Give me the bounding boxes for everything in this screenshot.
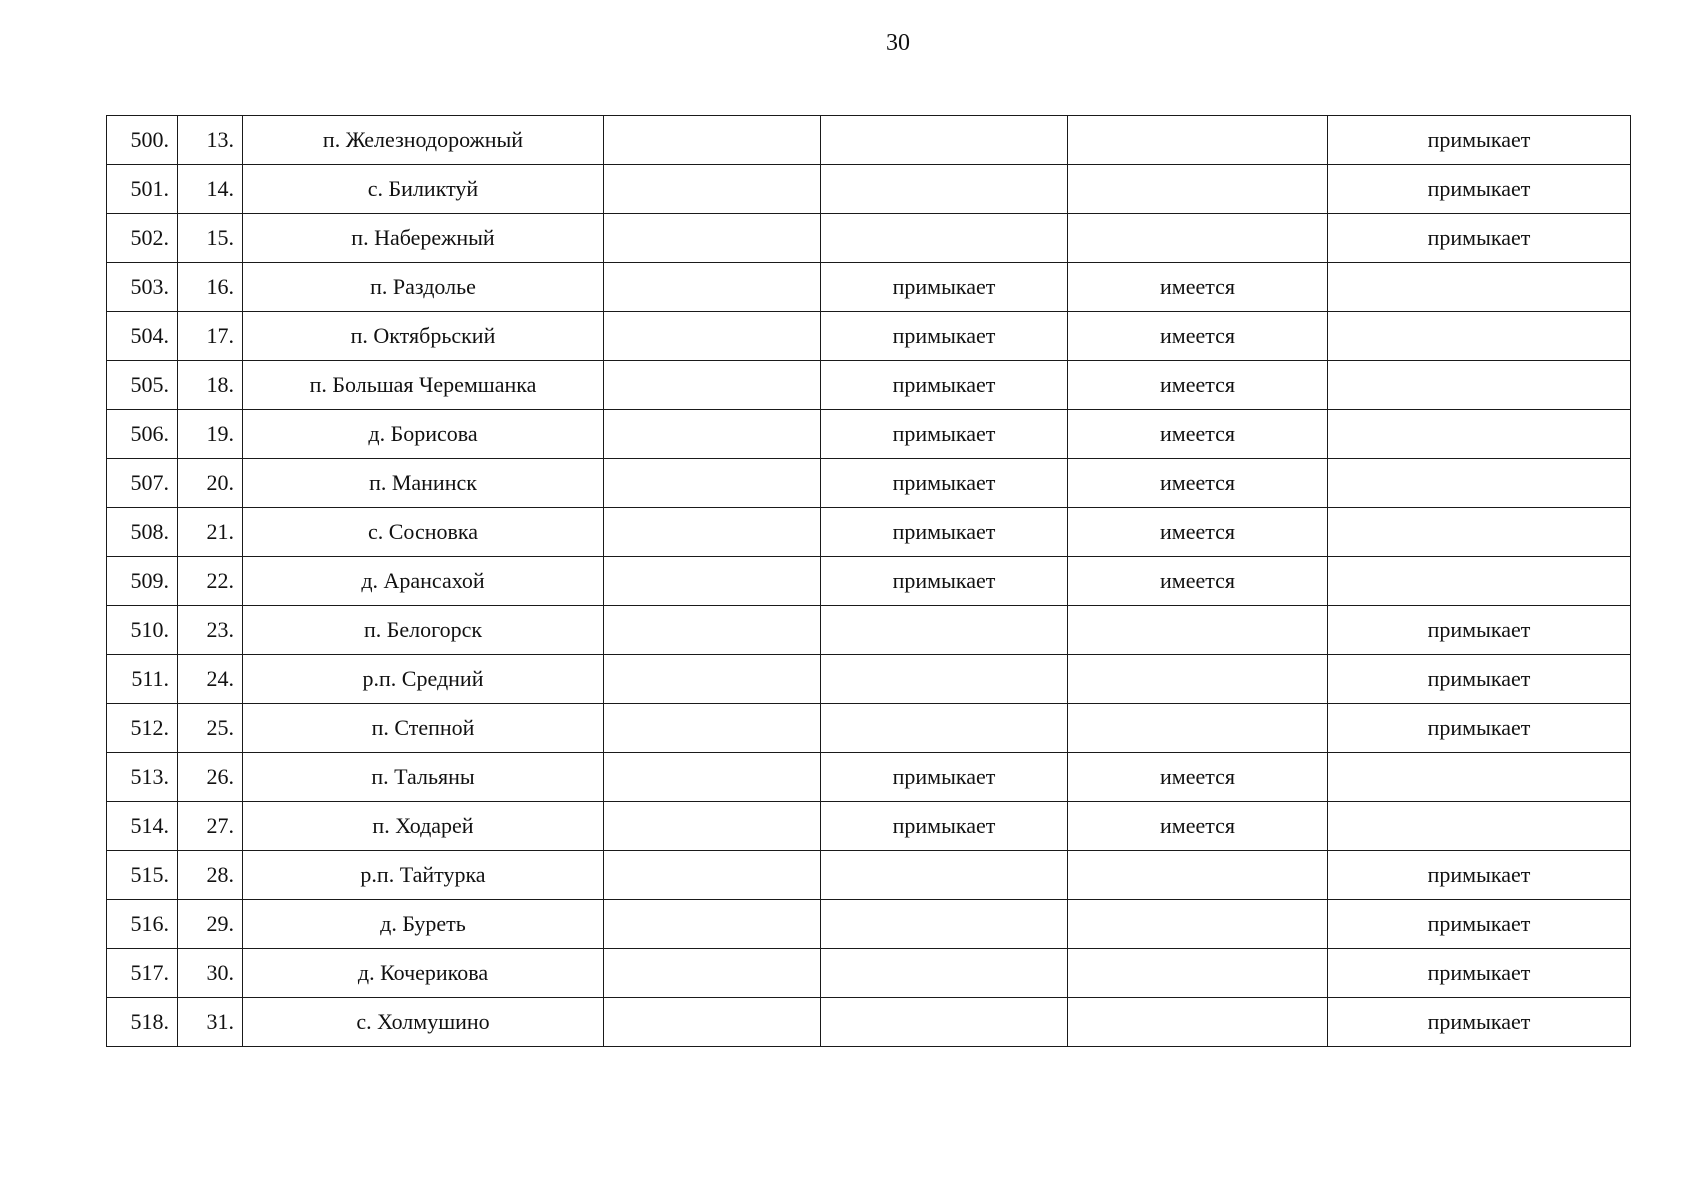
page-number: 30 xyxy=(886,30,910,56)
column-6-cell xyxy=(1068,704,1328,753)
column-4-cell xyxy=(604,851,821,900)
column-7-cell xyxy=(1328,263,1631,312)
column-7-cell: примыкает xyxy=(1328,655,1631,704)
table-row xyxy=(107,263,1631,312)
column-7-cell: примыкает xyxy=(1328,704,1631,753)
column-5-cell xyxy=(821,606,1068,655)
table-row xyxy=(107,214,1631,263)
table-row xyxy=(107,802,1631,851)
sub-number-cell: 22. xyxy=(178,557,243,606)
column-5-cell: примыкает xyxy=(821,361,1068,410)
column-7-cell: примыкает xyxy=(1328,165,1631,214)
row-number-cell: 510. xyxy=(107,606,178,655)
column-5-cell: примыкает xyxy=(821,459,1068,508)
column-5-cell: примыкает xyxy=(821,263,1068,312)
column-7-cell: примыкает xyxy=(1328,116,1631,165)
column-5-cell: примыкает xyxy=(821,312,1068,361)
column-6-cell: имеется xyxy=(1068,557,1328,606)
sub-number-cell: 24. xyxy=(178,655,243,704)
table-row xyxy=(107,606,1631,655)
column-5-cell xyxy=(821,655,1068,704)
table-row xyxy=(107,949,1631,998)
column-6-cell: имеется xyxy=(1068,361,1328,410)
sub-number-cell: 14. xyxy=(178,165,243,214)
column-7-cell xyxy=(1328,410,1631,459)
row-number-cell: 511. xyxy=(107,655,178,704)
settlement-name-cell: п. Октябрьский xyxy=(243,312,604,361)
table-row xyxy=(107,116,1631,165)
table-row xyxy=(107,312,1631,361)
sub-number-cell: 20. xyxy=(178,459,243,508)
row-number-cell: 504. xyxy=(107,312,178,361)
row-number-cell: 503. xyxy=(107,263,178,312)
column-4-cell xyxy=(604,263,821,312)
sub-number-cell: 27. xyxy=(178,802,243,851)
sub-number-cell: 16. xyxy=(178,263,243,312)
table-row xyxy=(107,165,1631,214)
table-row xyxy=(107,655,1631,704)
column-5-cell xyxy=(821,900,1068,949)
column-4-cell xyxy=(604,557,821,606)
column-7-cell: примыкает xyxy=(1328,998,1631,1047)
sub-number-cell: 13. xyxy=(178,116,243,165)
table-row xyxy=(107,459,1631,508)
settlement-name-cell: д. Буреть xyxy=(243,900,604,949)
table-row xyxy=(107,704,1631,753)
settlement-name-cell: п. Железнодорожный xyxy=(243,116,604,165)
column-4-cell xyxy=(604,312,821,361)
settlement-name-cell: п. Набережный xyxy=(243,214,604,263)
column-4-cell xyxy=(604,459,821,508)
column-4-cell xyxy=(604,361,821,410)
row-number-cell: 518. xyxy=(107,998,178,1047)
sub-number-cell: 31. xyxy=(178,998,243,1047)
sub-number-cell: 18. xyxy=(178,361,243,410)
settlement-name-cell: с. Холмушино xyxy=(243,998,604,1047)
settlement-name-cell: п. Большая Черемшанка xyxy=(243,361,604,410)
column-6-cell: имеется xyxy=(1068,508,1328,557)
table-row xyxy=(107,557,1631,606)
column-5-cell xyxy=(821,704,1068,753)
sub-number-cell: 17. xyxy=(178,312,243,361)
settlement-name-cell: с. Сосновка xyxy=(243,508,604,557)
column-4-cell xyxy=(604,508,821,557)
table-row xyxy=(107,998,1631,1047)
column-7-cell xyxy=(1328,557,1631,606)
row-number-cell: 505. xyxy=(107,361,178,410)
table-row xyxy=(107,361,1631,410)
column-7-cell xyxy=(1328,508,1631,557)
table-row xyxy=(107,410,1631,459)
column-7-cell: примыкает xyxy=(1328,214,1631,263)
column-6-cell: имеется xyxy=(1068,263,1328,312)
column-4-cell xyxy=(604,900,821,949)
settlement-name-cell: с. Биликтуй xyxy=(243,165,604,214)
column-6-cell: имеется xyxy=(1068,753,1328,802)
sub-number-cell: 29. xyxy=(178,900,243,949)
row-number-cell: 502. xyxy=(107,214,178,263)
sub-number-cell: 28. xyxy=(178,851,243,900)
column-7-cell: примыкает xyxy=(1328,949,1631,998)
column-7-cell: примыкает xyxy=(1328,606,1631,655)
column-7-cell: примыкает xyxy=(1328,851,1631,900)
column-7-cell xyxy=(1328,753,1631,802)
row-number-cell: 515. xyxy=(107,851,178,900)
table-row xyxy=(107,508,1631,557)
column-6-cell xyxy=(1068,851,1328,900)
column-4-cell xyxy=(604,802,821,851)
column-5-cell xyxy=(821,949,1068,998)
settlement-name-cell: п. Степной xyxy=(243,704,604,753)
row-number-cell: 506. xyxy=(107,410,178,459)
column-7-cell xyxy=(1328,459,1631,508)
column-5-cell xyxy=(821,165,1068,214)
column-5-cell: примыкает xyxy=(821,410,1068,459)
row-number-cell: 501. xyxy=(107,165,178,214)
column-4-cell xyxy=(604,655,821,704)
column-4-cell xyxy=(604,165,821,214)
table-row xyxy=(107,900,1631,949)
column-7-cell xyxy=(1328,802,1631,851)
row-number-cell: 516. xyxy=(107,900,178,949)
settlements-table xyxy=(106,115,1631,1047)
row-number-cell: 512. xyxy=(107,704,178,753)
column-5-cell xyxy=(821,116,1068,165)
column-6-cell: имеется xyxy=(1068,410,1328,459)
row-number-cell: 507. xyxy=(107,459,178,508)
row-number-cell: 508. xyxy=(107,508,178,557)
column-6-cell: имеется xyxy=(1068,802,1328,851)
column-6-cell xyxy=(1068,655,1328,704)
sub-number-cell: 30. xyxy=(178,949,243,998)
column-6-cell xyxy=(1068,606,1328,655)
column-6-cell xyxy=(1068,214,1328,263)
column-6-cell xyxy=(1068,949,1328,998)
settlement-name-cell: д. Арансахой xyxy=(243,557,604,606)
sub-number-cell: 21. xyxy=(178,508,243,557)
column-4-cell xyxy=(604,949,821,998)
table-body xyxy=(107,116,1631,1047)
settlement-name-cell: д. Кочерикова xyxy=(243,949,604,998)
settlement-name-cell: п. Раздолье xyxy=(243,263,604,312)
table-row xyxy=(107,851,1631,900)
row-number-cell: 514. xyxy=(107,802,178,851)
settlement-name-cell: п. Манинск xyxy=(243,459,604,508)
column-6-cell xyxy=(1068,998,1328,1047)
column-5-cell xyxy=(821,998,1068,1047)
column-4-cell xyxy=(604,606,821,655)
column-7-cell xyxy=(1328,312,1631,361)
column-5-cell: примыкает xyxy=(821,802,1068,851)
settlement-name-cell: р.п. Средний xyxy=(243,655,604,704)
sub-number-cell: 19. xyxy=(178,410,243,459)
column-6-cell xyxy=(1068,165,1328,214)
column-4-cell xyxy=(604,116,821,165)
column-6-cell: имеется xyxy=(1068,312,1328,361)
column-7-cell xyxy=(1328,361,1631,410)
column-6-cell xyxy=(1068,900,1328,949)
column-5-cell xyxy=(821,214,1068,263)
column-6-cell xyxy=(1068,116,1328,165)
column-7-cell: примыкает xyxy=(1328,900,1631,949)
sub-number-cell: 26. xyxy=(178,753,243,802)
column-5-cell xyxy=(821,851,1068,900)
table-row xyxy=(107,753,1631,802)
column-4-cell xyxy=(604,214,821,263)
column-6-cell: имеется xyxy=(1068,459,1328,508)
column-4-cell xyxy=(604,410,821,459)
column-5-cell: примыкает xyxy=(821,557,1068,606)
sub-number-cell: 25. xyxy=(178,704,243,753)
column-4-cell xyxy=(604,753,821,802)
settlement-name-cell: д. Борисова xyxy=(243,410,604,459)
row-number-cell: 509. xyxy=(107,557,178,606)
column-4-cell xyxy=(604,704,821,753)
column-5-cell: примыкает xyxy=(821,753,1068,802)
column-5-cell: примыкает xyxy=(821,508,1068,557)
row-number-cell: 513. xyxy=(107,753,178,802)
row-number-cell: 517. xyxy=(107,949,178,998)
column-4-cell xyxy=(604,998,821,1047)
sub-number-cell: 15. xyxy=(178,214,243,263)
settlement-name-cell: р.п. Тайтурка xyxy=(243,851,604,900)
settlement-name-cell: п. Белогорск xyxy=(243,606,604,655)
row-number-cell: 500. xyxy=(107,116,178,165)
settlement-name-cell: п. Тальяны xyxy=(243,753,604,802)
settlement-name-cell: п. Ходарей xyxy=(243,802,604,851)
sub-number-cell: 23. xyxy=(178,606,243,655)
